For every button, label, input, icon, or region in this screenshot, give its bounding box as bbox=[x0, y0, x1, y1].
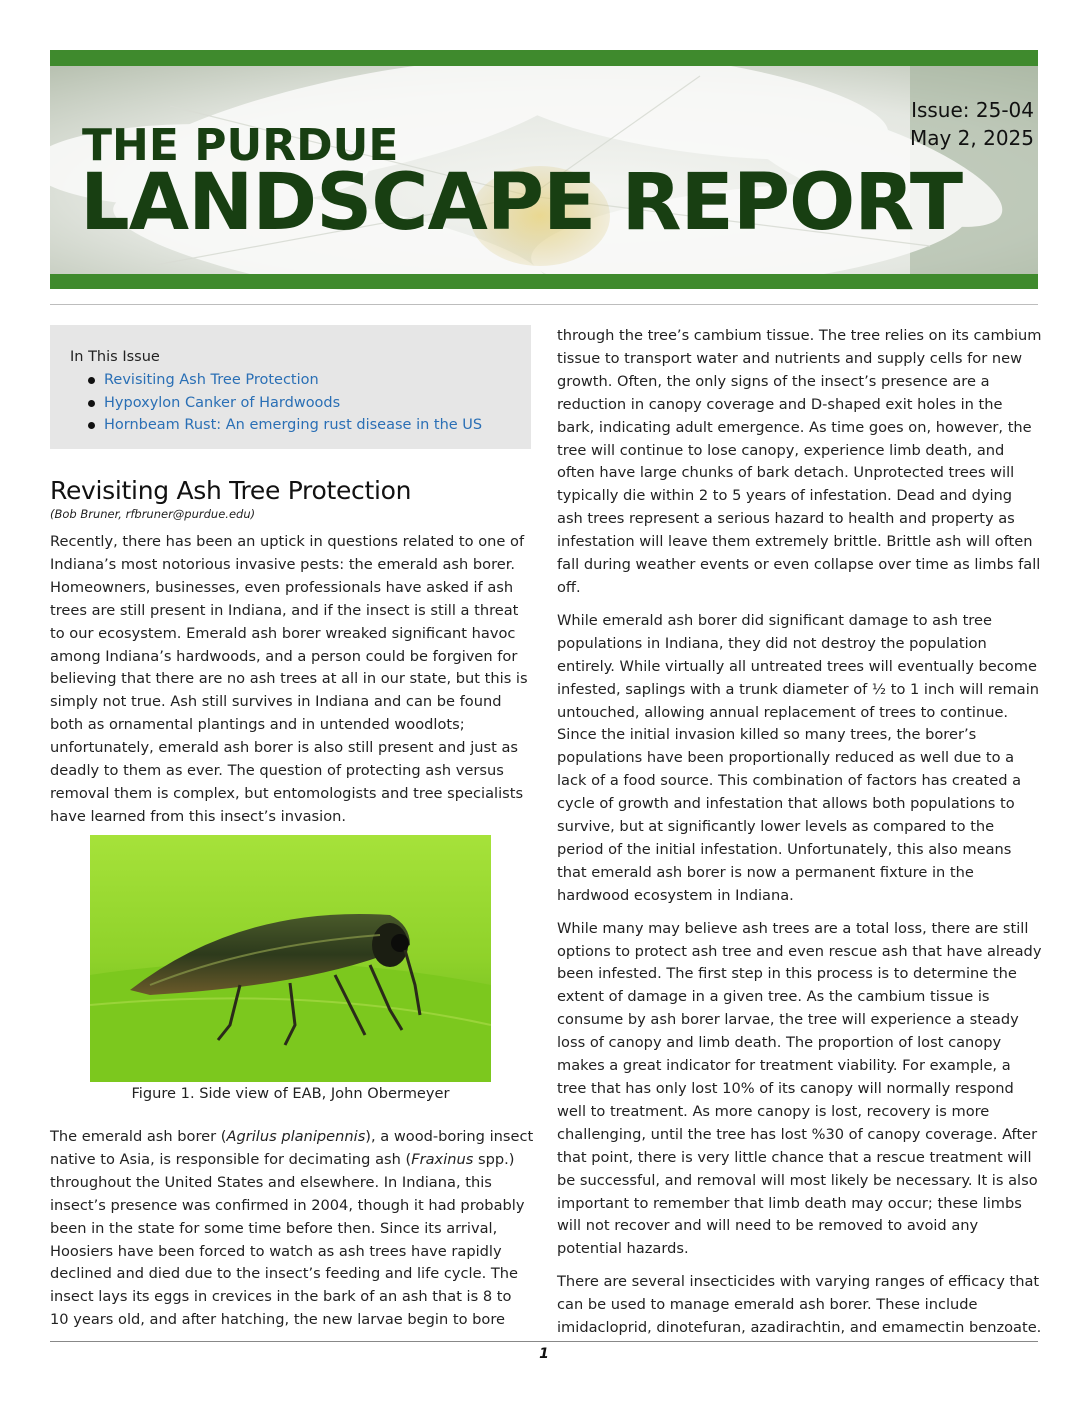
article-paragraph-1: Recently, there has been an uptick in questions related to one of Indiana’s most notorious invasive pests: the emerald ash borer. Homeowners, businesses, even professionals have asked if ash trees are still present in Indiana, and if the insect is still a threat to our ecosystem. Emerald ash borer wreaked significant havoc among Indiana’s hardwoods, and a person could be forgiven for believing that there are no ash trees at all in our state, but this is simply not true. Ash still survives in Indiana and can be found both as ornamental plantings and in untended woodlots; unfortunately, emerald ash borer is also still present and just as deadly to them as ever. The question of protecting ash versus removal them is complex, but entomologists and tree specialists have learned from this insect’s invasion. bbox=[50, 533, 528, 825]
in-this-issue-box bbox=[50, 325, 531, 449]
toc-list bbox=[70, 369, 531, 437]
toc-item bbox=[88, 369, 531, 392]
masthead-title-small: THE PURDUE bbox=[82, 120, 399, 171]
masthead-top-bar bbox=[50, 50, 1038, 66]
article-paragraph-6: There are several insecticides with varying ranges of efficacy that can be used to manage emerald ash borer. These include imidacloprid, dinotefuran, azadirachtin, and emamectin benzoate. bbox=[557, 1273, 1042, 1337]
article-paragraph-2 bbox=[50, 1126, 534, 1332]
species-name: Agrilus planipennis bbox=[226, 1128, 366, 1145]
toc-item bbox=[88, 392, 531, 415]
article-title: Revisiting Ash Tree Protection bbox=[50, 476, 412, 505]
header-divider bbox=[50, 304, 1038, 305]
footer-divider bbox=[50, 1341, 1038, 1342]
right-column bbox=[557, 325, 1042, 1350]
masthead-title-big: LANDSCAPE REPORT bbox=[80, 158, 963, 248]
paragraph-text: The emerald ash borer ( bbox=[50, 1128, 227, 1145]
issue-date: May 2, 2025 bbox=[909, 126, 1034, 150]
article-paragraph-3: through the tree’s cambium tissue. The tree relies on its cambium tissue to transport water and nutrients and supply cells for new growth. Often, the only signs of the insect’s presence are a reduction in canopy coverage and D-shaped exit holes in the bark, indicating adult emergence. As time goes on, however, the tree will continue to lose canopy, experience limb death, and often have large chunks of bark detach. Unprotected trees will typically die within 2 to 5 years of infestation. Dead and dying ash trees represent a serious hazard to health and property as infestation will leave them extremely brittle. Brittle ash will often fall during weather events or even collapse over time as limbs fall off. bbox=[557, 327, 1042, 596]
emerald-ash-borer-image-icon bbox=[90, 835, 491, 1082]
masthead bbox=[50, 50, 1038, 290]
toc-link-hypoxylon[interactable]: Hypoxylon Canker of Hardwoods bbox=[104, 394, 341, 411]
masthead-flower-image bbox=[50, 66, 1038, 274]
article-byline: (Bob Bruner, rfbruner@purdue.edu) bbox=[50, 507, 256, 521]
toc-link-hornbeam-rust[interactable]: Hornbeam Rust: An emerging rust disease in the US bbox=[104, 417, 483, 433]
paragraph-text: ), a wood-boring insect native to Asia, is responsible for decimating ash ( bbox=[50, 1128, 534, 1168]
issue-info bbox=[910, 96, 1034, 152]
masthead-bottom-bar bbox=[50, 274, 1038, 289]
figure-caption: Figure 1. Side view of EAB, John Obermeyer bbox=[131, 1085, 450, 1102]
toc-item bbox=[88, 414, 531, 437]
article-paragraph-5: While many may believe ash trees are a total loss, there are still options to protect ash tree and even rescue ash that have already been infested. The first step in this process is to determine the extent of damage in a given tree. As the cambium tissue is consume by ash borer larvae, the tree will experience a steady loss of canopy and limb death. The proportion of lost canopy makes a great indicator for treatment viability. For example, a tree that has only lost 10% of its canopy will normally respond well to treatment. As more canopy is lost, recovery is more challenging, until the tree has lost %30 of canopy coverage. After that point, there is very little chance that a rescue treatment will be successful, and removal will most likely be necessary. It is also important to remember that limb death may occur; these limbs will not recover and will need to be removed to avoid any potential hazards. bbox=[557, 919, 1042, 1258]
article-paragraph-4: While emerald ash borer did significant damage to ash tree populations in Indiana, they did not destroy the population entirely. While virtually all untreated trees will eventually become infested, saplings with a trunk diameter of ½ to 1 inch will remain untouched, allowing annual replacement of trees to continue. Since the initial invasion killed so many trees, the borer’s populations have been proportionally reduced as well due to a lack of a food source. This combination of factors has created a cycle of growth and infestation that allows both populations to survive, but at significantly lower levels as compared to the period of the initial infestation. Unfortunately, this also means that emerald ash borer is now a permanent fixture in the hardwood ecosystem in Indiana. bbox=[557, 611, 1040, 904]
issue-number: Issue: 25-04 bbox=[911, 98, 1034, 122]
genus-name: Fraxinus bbox=[411, 1150, 474, 1168]
toc-link-ash-tree[interactable]: Revisiting Ash Tree Protection bbox=[104, 372, 319, 388]
toc-heading: In This Issue bbox=[70, 349, 160, 365]
figure-eab-photo bbox=[90, 835, 491, 1082]
paragraph-text: spp.) throughout the United States and elsewhere. In Indiana, this insect’s presence was confirmed in 2004, though it had probably been in the state for some time before then. Since its arrival, Hoosiers have been forced to watch as ash trees have rapidly declined and died due to the insect’s feeding and life cycle. The insect lays its eggs in crevices in the bark of an ash that is 8 to 10 years old, and after hatching, the new larvae begin to bore bbox=[50, 1150, 525, 1329]
page-number: 1 bbox=[539, 1346, 549, 1362]
